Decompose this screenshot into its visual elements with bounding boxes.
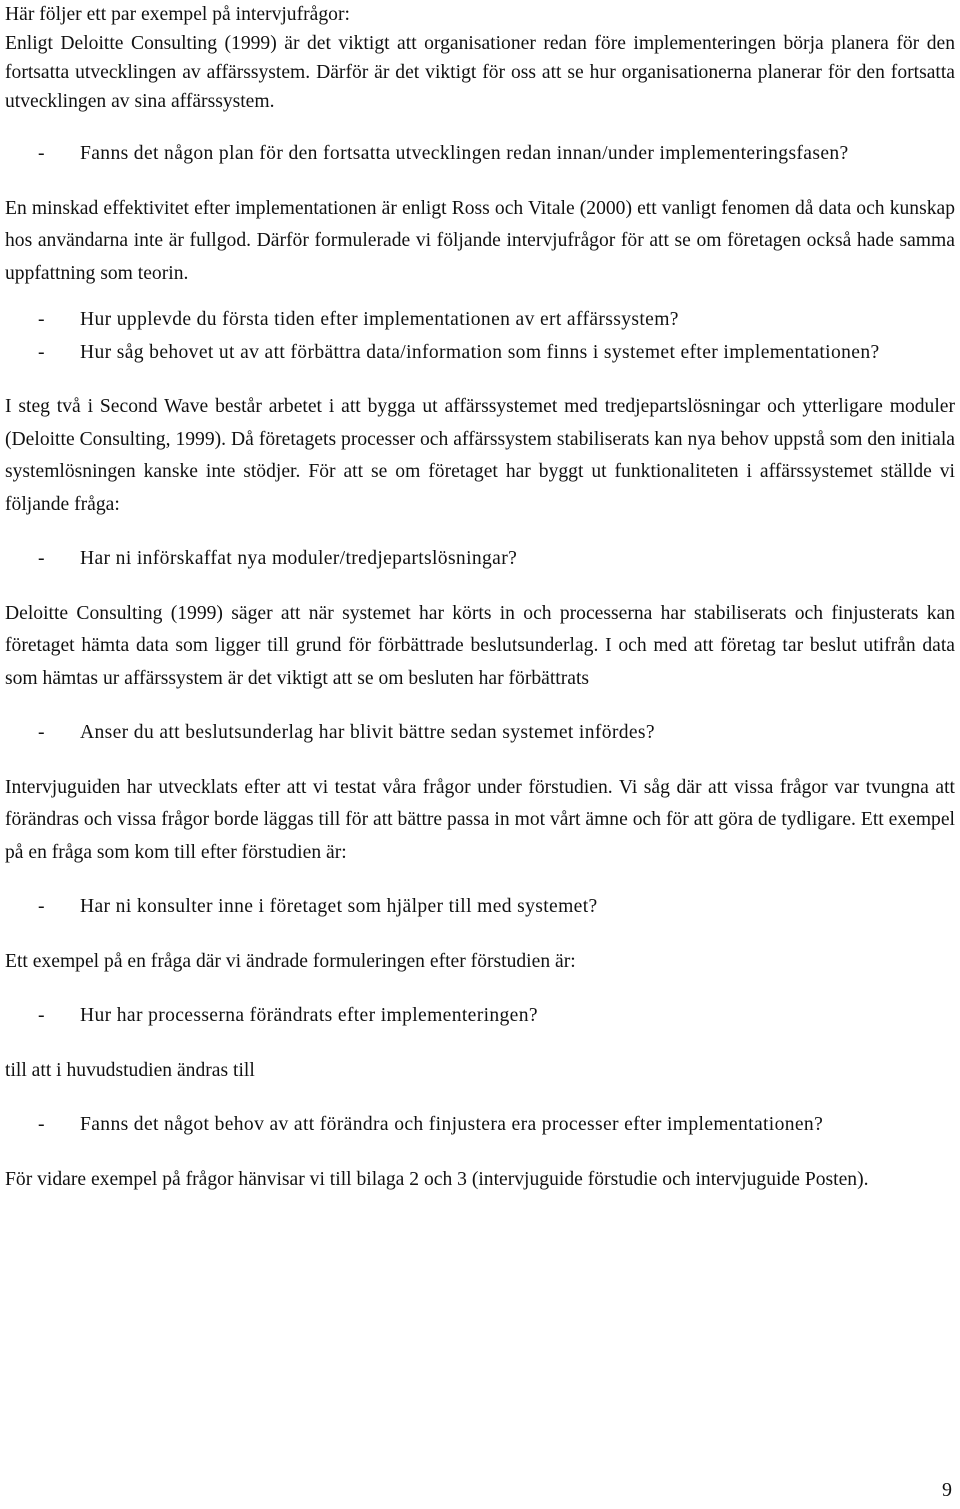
paragraph-interview-guide: Intervjuguiden har utvecklats efter att vi testat våra frågor under förstudien. Vi såg där att vissa frågor var tvungna att förändras och vissa frågor borde läggas till för att bättre passa in mot vårt ämne och för att göra de tydligare. Ett exempel på en fråga som kom till efter förstudien är: — [5, 776, 955, 863]
question-item: - Hur såg behovet ut av att förbättra data/information som finns i systemet efter implementationen? — [5, 337, 955, 370]
question-item: - Har ni konsulter inne i företaget som hjälper till med systemet? — [5, 891, 955, 924]
question-list-4 — [5, 717, 955, 750]
paragraph-ross-vitale: En minskad effektivitet efter implementationen är enligt Ross och Vitale (2000) ett vanligt fenomen då data och kunskap hos användarna inte är fullgod. Därför formulerade vi följande intervjufrågor för att se om företagen också hade samma uppfattning som teorin. — [5, 197, 955, 284]
question-list-5 — [5, 891, 955, 924]
question-item: - Fanns det någon plan för den fortsatta utvecklingen redan innan/under implementeringsfasen? — [5, 138, 955, 171]
question-item: - Hur upplevde du första tiden efter implementationen av ert affärssystem? — [5, 304, 955, 337]
question-list-7 — [5, 1109, 955, 1142]
page-number: 9 — [942, 1479, 952, 1501]
question-list-6 — [5, 1000, 955, 1033]
question-list-1 — [5, 138, 955, 171]
paragraph-second-wave: I steg två i Second Wave består arbetet i att bygga ut affärssystemet med tredjepartslösningar och ytterligare moduler (Deloitte Consulting, 1999). Då företagets processer och affärssystem stabiliserats kan nya behov uppstå som den initiala systemlösningen kanske inte stödjer. För att se om företaget har byggt ut funktionaliteten i affärssystemet ställde vi följande fråga: — [5, 396, 955, 515]
question-item: - Har ni införskaffat nya moduler/tredjepartslösningar? — [5, 543, 955, 576]
paragraph-main-study: till att i huvudstudien ändras till — [5, 1059, 255, 1081]
question-item: - Hur har processerna förändrats efter implementeringen? — [5, 1000, 955, 1033]
paragraph-further-examples: För vidare exempel på frågor hänvisar vi till bilaga 2 och 3 (intervjuguide förstudie och intervjuguide Posten). — [5, 1168, 869, 1190]
intro-heading: Här följer ett par exempel på intervjufrågor: — [5, 4, 350, 25]
paragraph-decision-support: Deloitte Consulting (1999) säger att när systemet har körts in och processerna har stabiliserats och finjusterats kan företaget hämta data som ligger till grund för förbättrade beslutsunderlag. I och med att företag tar beslut utifrån data som hämtas ur affärssystem är det viktigt att se om besluten har förbättrats — [5, 602, 955, 689]
question-list-2 — [5, 304, 955, 369]
paragraph-deloitte-planning: Enligt Deloitte Consulting (1999) är det viktigt att organisationer redan före implementeringen börja planera för den fortsatta utvecklingen av affärssystem. Därför är det viktigt för oss att se hur organisationerna planerar för den fortsatta utvecklingen av sina affärssystem. — [5, 33, 955, 112]
question-item: - Anser du att beslutsunderlag har blivit bättre sedan systemet infördes? — [5, 717, 955, 750]
document-page — [5, 0, 955, 1196]
paragraph-changed-question: Ett exempel på en fråga där vi ändrade formuleringen efter förstudien är: — [5, 950, 576, 972]
question-list-3 — [5, 543, 955, 576]
question-item: - Fanns det något behov av att förändra och finjustera era processer efter implementationen? — [5, 1109, 955, 1142]
